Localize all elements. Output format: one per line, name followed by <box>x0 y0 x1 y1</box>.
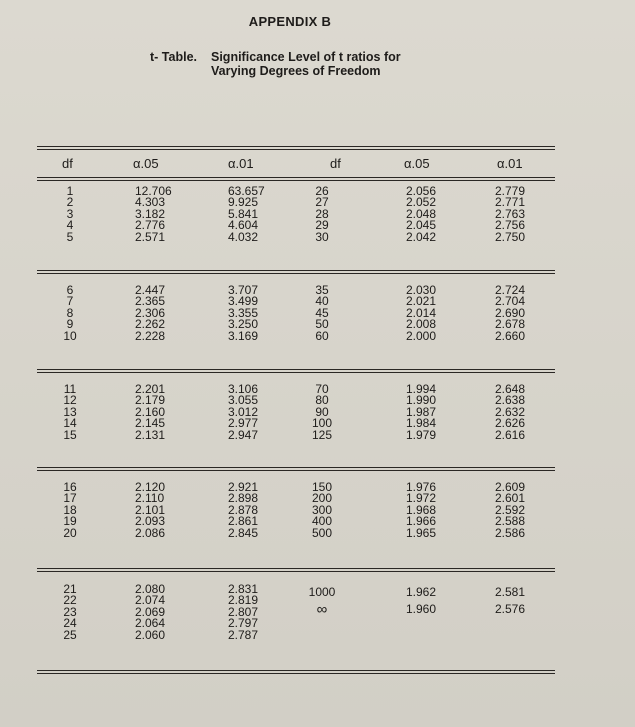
table-cell: 14 <box>63 416 77 431</box>
bottom-rule-2 <box>37 673 555 674</box>
table-cell: 2.779 <box>495 184 526 198</box>
column-alpha01-left <box>228 285 258 342</box>
header-df-right: df <box>330 156 341 171</box>
table-cell: 4.303 <box>135 195 166 210</box>
group-separator <box>37 270 555 271</box>
table-cell: 2.008 <box>406 317 437 332</box>
table-cell: 10 <box>63 328 77 343</box>
column-alpha05-left <box>135 186 172 243</box>
table-cell: 1.960 <box>406 602 437 616</box>
table-cell: 2.787 <box>228 627 259 642</box>
table-cell: 30 <box>315 229 329 244</box>
table-cell: 1.966 <box>406 514 437 529</box>
table-cell: 11 <box>63 382 77 396</box>
column-alpha01-right <box>495 384 525 441</box>
table-cell: 2.831 <box>228 582 259 596</box>
table-cell: 24 <box>63 616 77 631</box>
table-cell: 2.878 <box>228 502 259 517</box>
table-cell: 1.984 <box>406 416 437 431</box>
table-cell: 2.756 <box>495 218 526 233</box>
table-cell: 2.306 <box>135 305 166 320</box>
table-cell: 2.763 <box>495 206 526 221</box>
group-separator <box>37 467 555 468</box>
table-cell: 2.921 <box>228 480 259 494</box>
table-cell: 100 <box>311 416 333 431</box>
table-cell: 2.080 <box>135 582 166 596</box>
table-cell: 2.588 <box>495 514 526 529</box>
table-cell: 2.632 <box>495 404 526 419</box>
top-rule <box>37 146 555 147</box>
column-alpha01-left <box>228 384 258 441</box>
column-df-right <box>302 482 342 539</box>
header-rule-2 <box>37 180 555 181</box>
table-cell: 2.660 <box>495 328 526 343</box>
column-alpha05-left <box>135 584 165 641</box>
column-alpha05-right <box>406 482 436 539</box>
table-cell: 9 <box>66 317 74 332</box>
table-cell: 35 <box>315 283 329 297</box>
group-separator <box>37 571 555 572</box>
table-cell: 45 <box>315 305 329 320</box>
table-cell: 4 <box>66 218 74 233</box>
table-cell: 1.972 <box>406 491 437 506</box>
table-cell: 63.657 <box>228 184 265 198</box>
table-cell: 300 <box>311 502 333 517</box>
table-cell: 8 <box>66 305 74 320</box>
column-df-right <box>302 384 342 441</box>
table-cell: 3.182 <box>135 206 166 221</box>
table-cell: 2.750 <box>495 229 526 244</box>
table-cell: 80 <box>315 393 329 408</box>
column-alpha05-left <box>135 482 165 539</box>
table-cell: 21 <box>63 582 77 596</box>
table-cell: 27 <box>315 195 329 210</box>
appendix-heading: APPENDIX B <box>248 14 332 29</box>
column-alpha01-left <box>228 482 258 539</box>
header-df-left: df <box>62 156 73 171</box>
header-a01-left: α.01 <box>228 156 254 171</box>
table-cell: 3.707 <box>228 283 259 297</box>
table-cell: 2.861 <box>228 514 259 529</box>
column-alpha01-right <box>495 584 525 618</box>
table-cell: 3.106 <box>228 382 259 396</box>
table-cell: 2.365 <box>135 294 166 309</box>
table-cell: 13 <box>63 404 77 419</box>
table-cell: 2.581 <box>495 585 526 599</box>
table-cell: 4.032 <box>228 229 259 244</box>
table-cell: 2.042 <box>406 229 437 244</box>
column-alpha05-left <box>135 285 165 342</box>
table-cell: 2.056 <box>406 184 437 198</box>
table-cell: 2.048 <box>406 206 437 221</box>
group-separator <box>37 273 555 274</box>
table-cell: 2.131 <box>135 427 166 442</box>
table-cell: 1.962 <box>406 585 437 599</box>
table-cell: 5 <box>66 229 74 244</box>
table-cell: 150 <box>311 480 333 494</box>
table-cell: 2.678 <box>495 317 526 332</box>
table-cell: 2.571 <box>135 229 166 244</box>
table-cell: 15 <box>63 427 77 442</box>
table-cell: 2.586 <box>495 525 526 540</box>
table-cell: 70 <box>315 382 329 396</box>
table-cell: 3.055 <box>228 393 259 408</box>
table-cell: 2.262 <box>135 317 166 332</box>
column-alpha05-right <box>406 584 436 618</box>
table-cell: 60 <box>315 328 329 343</box>
column-df-left <box>60 384 80 441</box>
table-cell: 2.014 <box>406 305 437 320</box>
group-separator <box>37 369 555 370</box>
table-cell: 2.947 <box>228 427 259 442</box>
table-cell: 2.845 <box>228 525 259 540</box>
column-df-left <box>60 285 80 342</box>
column-alpha01-left <box>228 584 258 641</box>
table-cell: 2.704 <box>495 294 526 309</box>
table-cell: 1.987 <box>406 404 437 419</box>
table-cell: 2.093 <box>135 514 166 529</box>
table-cell: 6 <box>66 283 74 297</box>
table-cell: 2.592 <box>495 502 526 517</box>
table-cell: 2.021 <box>406 294 437 309</box>
table-cell: 29 <box>315 218 329 233</box>
column-alpha05-right <box>406 186 436 243</box>
table-cell: 25 <box>63 627 77 642</box>
table-cell: 2.064 <box>135 616 166 631</box>
header-a05-left: α.05 <box>133 156 159 171</box>
title-label: t- Table. <box>150 50 197 64</box>
table-cell: 7 <box>66 294 74 309</box>
column-df-left <box>60 482 80 539</box>
column-alpha01-right <box>495 482 525 539</box>
table-cell: 2 <box>66 195 74 210</box>
column-alpha05-right <box>406 384 436 441</box>
table-cell: 12 <box>63 393 77 408</box>
title-line-2: Varying Degrees of Freedom <box>211 64 381 78</box>
group-separator <box>37 372 555 373</box>
table-cell: 2.160 <box>135 404 166 419</box>
table-cell: 2.626 <box>495 416 526 431</box>
table-cell: 3.355 <box>228 305 259 320</box>
table-cell: 2.110 <box>135 491 165 506</box>
table-cell: 1.994 <box>406 382 437 396</box>
table-cell: 1000 <box>308 585 336 599</box>
table-cell: 2.069 <box>135 604 166 619</box>
table-cell: 2.074 <box>135 593 166 608</box>
title-line-1: Significance Level of t ratios for <box>211 50 401 64</box>
table-cell: 2.086 <box>135 525 166 540</box>
table-cell: 2.576 <box>495 602 526 616</box>
table-cell: 2.120 <box>135 480 166 494</box>
table-cell: 2.648 <box>495 382 526 396</box>
table-cell: 3.499 <box>228 294 259 309</box>
table-cell: 2.638 <box>495 393 526 408</box>
table-cell: 2.690 <box>495 305 526 320</box>
column-alpha05-right <box>406 285 436 342</box>
table-cell: 2.447 <box>135 283 166 297</box>
table-cell: 125 <box>311 427 333 442</box>
table-cell: 1.990 <box>406 393 437 408</box>
table-cell: 90 <box>315 404 329 419</box>
column-df-left <box>60 186 80 243</box>
table-cell: 200 <box>311 491 333 506</box>
table-cell: 16 <box>63 480 77 494</box>
table-cell: 2.030 <box>406 283 437 297</box>
table-cell: 2.797 <box>228 616 259 631</box>
table-cell: 23 <box>63 604 77 619</box>
table-cell: 2.616 <box>495 427 526 442</box>
table-cell: 26 <box>315 184 329 198</box>
table-cell: 2.898 <box>228 491 259 506</box>
table-cell: 18 <box>63 502 77 517</box>
group-separator <box>37 470 555 471</box>
column-alpha01-left <box>228 186 265 243</box>
table-cell: ∞ <box>316 601 328 618</box>
table-cell: 2.807 <box>228 604 259 619</box>
column-df-right <box>302 584 342 618</box>
group-separator <box>37 568 555 569</box>
top-rule-2 <box>37 149 555 150</box>
table-cell: 400 <box>311 514 333 529</box>
table-cell: 20 <box>63 525 77 540</box>
table-cell: 3.250 <box>228 317 259 332</box>
column-df-right <box>302 186 342 243</box>
column-df-left <box>60 584 80 641</box>
column-df-right <box>302 285 342 342</box>
table-cell: 1.965 <box>406 525 437 540</box>
table-cell: 2.201 <box>135 382 166 396</box>
column-alpha05-left <box>135 384 165 441</box>
table-cell: 2.228 <box>135 328 166 343</box>
table-cell: 28 <box>315 206 329 221</box>
table-cell: 1 <box>66 184 74 198</box>
table-cell: 22 <box>63 593 77 608</box>
table-cell: 5.841 <box>228 206 259 221</box>
table-cell: 2.601 <box>495 491 526 506</box>
table-cell: 2.609 <box>495 480 526 494</box>
table-cell: 4.604 <box>228 218 259 233</box>
table-cell: 3.169 <box>228 328 259 343</box>
table-cell: 1.976 <box>406 480 437 494</box>
table-cell: 2.977 <box>228 416 259 431</box>
table-cell: 1.968 <box>406 502 437 517</box>
table-cell: 3 <box>66 206 74 221</box>
table-cell: 2.052 <box>406 195 437 210</box>
bottom-rule <box>37 670 555 671</box>
table-cell: 12.706 <box>135 184 172 198</box>
table-cell: 500 <box>311 525 333 540</box>
table-cell: 50 <box>315 317 329 332</box>
table-cell: 3.012 <box>228 404 259 419</box>
table-cell: 19 <box>63 514 77 529</box>
header-rule <box>37 177 555 178</box>
table-cell: 2.776 <box>135 218 166 233</box>
table-cell: 2.724 <box>495 283 526 297</box>
table-cell: 17 <box>63 491 77 506</box>
table-cell: 2.179 <box>135 393 166 408</box>
table-title <box>150 50 401 78</box>
table-cell: 2.060 <box>135 627 166 642</box>
table-cell: 9.925 <box>228 195 259 210</box>
table-cell: 2.819 <box>228 593 259 608</box>
table-cell: 2.000 <box>406 328 437 343</box>
header-a05-right: α.05 <box>404 156 430 171</box>
table-cell: 2.145 <box>135 416 166 431</box>
table-cell: 2.101 <box>135 502 166 517</box>
column-alpha01-right <box>495 285 525 342</box>
header-a01-right: α.01 <box>497 156 523 171</box>
table-cell: 2.771 <box>495 195 526 210</box>
column-alpha01-right <box>495 186 525 243</box>
table-cell: 40 <box>315 294 329 309</box>
table-cell: 2.045 <box>406 218 437 233</box>
table-cell: 1.979 <box>406 427 437 442</box>
